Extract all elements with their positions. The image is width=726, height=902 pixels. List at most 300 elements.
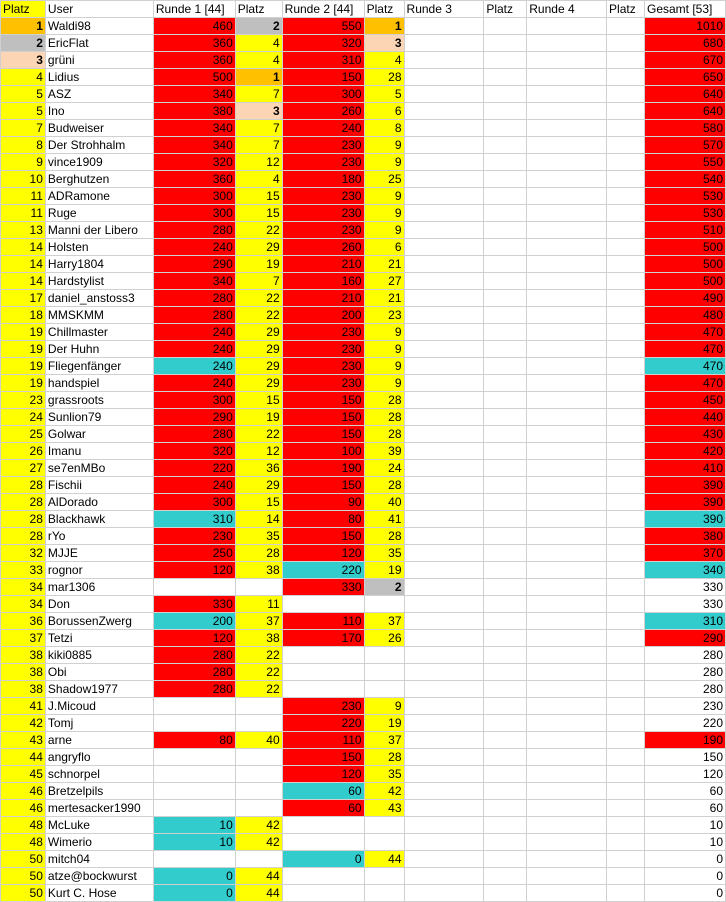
user-cell[interactable]: grassroots xyxy=(45,392,153,409)
round3-rank-cell[interactable] xyxy=(484,749,527,766)
round1-points-cell[interactable]: 280 xyxy=(153,664,235,681)
round2-points-cell[interactable]: 240 xyxy=(282,120,364,137)
round1-points-cell[interactable] xyxy=(153,579,235,596)
round1-rank-cell[interactable]: 4 xyxy=(235,171,282,188)
round2-points-cell[interactable]: 320 xyxy=(282,35,364,52)
header-round1[interactable]: Runde 1 [44] xyxy=(153,1,235,18)
round1-points-cell[interactable]: 240 xyxy=(153,375,235,392)
round2-rank-cell[interactable]: 37 xyxy=(364,732,404,749)
round4-rank-cell[interactable] xyxy=(607,698,645,715)
round2-rank-cell[interactable]: 9 xyxy=(364,188,404,205)
round2-rank-cell[interactable]: 21 xyxy=(364,290,404,307)
total-points-cell[interactable]: 390 xyxy=(645,494,726,511)
round2-points-cell[interactable]: 150 xyxy=(282,749,364,766)
round2-points-cell[interactable]: 110 xyxy=(282,613,364,630)
user-cell[interactable]: BorussenZwerg xyxy=(45,613,153,630)
total-points-cell[interactable]: 410 xyxy=(645,460,726,477)
round4-points-cell[interactable] xyxy=(527,545,607,562)
round3-rank-cell[interactable] xyxy=(484,800,527,817)
round2-points-cell[interactable]: 170 xyxy=(282,630,364,647)
round1-points-cell[interactable]: 0 xyxy=(153,885,235,902)
total-points-cell[interactable]: 500 xyxy=(645,273,726,290)
round2-points-cell[interactable] xyxy=(282,664,364,681)
round2-rank-cell[interactable] xyxy=(364,664,404,681)
round2-rank-cell[interactable]: 44 xyxy=(364,851,404,868)
round4-points-cell[interactable] xyxy=(527,409,607,426)
round2-rank-cell[interactable]: 6 xyxy=(364,239,404,256)
round2-points-cell[interactable]: 150 xyxy=(282,69,364,86)
round3-rank-cell[interactable] xyxy=(484,307,527,324)
round3-points-cell[interactable] xyxy=(404,511,484,528)
round2-rank-cell[interactable] xyxy=(364,834,404,851)
round4-points-cell[interactable] xyxy=(527,732,607,749)
round2-points-cell[interactable]: 230 xyxy=(282,137,364,154)
round1-points-cell[interactable]: 230 xyxy=(153,528,235,545)
round2-rank-cell[interactable]: 28 xyxy=(364,409,404,426)
round3-points-cell[interactable] xyxy=(404,596,484,613)
total-points-cell[interactable]: 60 xyxy=(645,800,726,817)
round4-rank-cell[interactable] xyxy=(607,562,645,579)
round1-points-cell[interactable]: 80 xyxy=(153,732,235,749)
round4-rank-cell[interactable] xyxy=(607,18,645,35)
round3-rank-cell[interactable] xyxy=(484,562,527,579)
round3-rank-cell[interactable] xyxy=(484,511,527,528)
round2-points-cell[interactable]: 150 xyxy=(282,477,364,494)
round4-points-cell[interactable] xyxy=(527,86,607,103)
round4-rank-cell[interactable] xyxy=(607,103,645,120)
user-cell[interactable]: mitch04 xyxy=(45,851,153,868)
round1-rank-cell[interactable]: 22 xyxy=(235,307,282,324)
round2-points-cell[interactable]: 200 xyxy=(282,307,364,324)
rank-cell[interactable]: 25 xyxy=(1,426,46,443)
round3-rank-cell[interactable] xyxy=(484,783,527,800)
round4-points-cell[interactable] xyxy=(527,630,607,647)
user-cell[interactable]: Bretzelpils xyxy=(45,783,153,800)
round1-rank-cell[interactable]: 15 xyxy=(235,494,282,511)
round2-rank-cell[interactable]: 21 xyxy=(364,256,404,273)
round4-rank-cell[interactable] xyxy=(607,324,645,341)
round4-points-cell[interactable] xyxy=(527,273,607,290)
round1-rank-cell[interactable]: 38 xyxy=(235,630,282,647)
round4-points-cell[interactable] xyxy=(527,715,607,732)
round4-rank-cell[interactable] xyxy=(607,834,645,851)
round4-points-cell[interactable] xyxy=(527,834,607,851)
round4-points-cell[interactable] xyxy=(527,562,607,579)
round3-points-cell[interactable] xyxy=(404,885,484,902)
rank-cell[interactable]: 27 xyxy=(1,460,46,477)
round3-points-cell[interactable] xyxy=(404,494,484,511)
user-cell[interactable]: Ino xyxy=(45,103,153,120)
round3-points-cell[interactable] xyxy=(404,579,484,596)
round3-rank-cell[interactable] xyxy=(484,885,527,902)
round2-points-cell[interactable]: 150 xyxy=(282,528,364,545)
round2-points-cell[interactable] xyxy=(282,868,364,885)
rank-cell[interactable]: 42 xyxy=(1,715,46,732)
round3-points-cell[interactable] xyxy=(404,205,484,222)
round2-points-cell[interactable] xyxy=(282,817,364,834)
round2-rank-cell[interactable]: 9 xyxy=(364,324,404,341)
header-round2-rank[interactable]: Platz xyxy=(364,1,404,18)
round4-rank-cell[interactable] xyxy=(607,766,645,783)
round3-rank-cell[interactable] xyxy=(484,137,527,154)
round3-rank-cell[interactable] xyxy=(484,188,527,205)
round1-points-cell[interactable]: 280 xyxy=(153,647,235,664)
round1-rank-cell[interactable]: 22 xyxy=(235,681,282,698)
round3-points-cell[interactable] xyxy=(404,868,484,885)
total-points-cell[interactable]: 640 xyxy=(645,86,726,103)
header-round4-rank[interactable]: Platz xyxy=(607,1,645,18)
round2-points-cell[interactable]: 0 xyxy=(282,851,364,868)
total-points-cell[interactable]: 470 xyxy=(645,358,726,375)
round1-points-cell[interactable]: 300 xyxy=(153,188,235,205)
round3-points-cell[interactable] xyxy=(404,817,484,834)
round2-points-cell[interactable]: 100 xyxy=(282,443,364,460)
round2-rank-cell[interactable]: 28 xyxy=(364,426,404,443)
rank-cell[interactable]: 34 xyxy=(1,596,46,613)
round2-points-cell[interactable]: 300 xyxy=(282,86,364,103)
round3-rank-cell[interactable] xyxy=(484,154,527,171)
round2-points-cell[interactable]: 60 xyxy=(282,783,364,800)
user-cell[interactable]: Manni der Libero xyxy=(45,222,153,239)
round4-points-cell[interactable] xyxy=(527,392,607,409)
round4-points-cell[interactable] xyxy=(527,664,607,681)
round4-rank-cell[interactable] xyxy=(607,477,645,494)
total-points-cell[interactable]: 550 xyxy=(645,154,726,171)
round1-rank-cell[interactable]: 19 xyxy=(235,409,282,426)
header-round3[interactable]: Runde 3 xyxy=(404,1,484,18)
round1-rank-cell[interactable]: 22 xyxy=(235,426,282,443)
round2-rank-cell[interactable] xyxy=(364,647,404,664)
total-points-cell[interactable]: 150 xyxy=(645,749,726,766)
round2-points-cell[interactable]: 150 xyxy=(282,409,364,426)
total-points-cell[interactable]: 500 xyxy=(645,256,726,273)
round1-rank-cell[interactable]: 7 xyxy=(235,120,282,137)
rank-cell[interactable]: 8 xyxy=(1,137,46,154)
round2-points-cell[interactable]: 120 xyxy=(282,766,364,783)
round2-rank-cell[interactable]: 28 xyxy=(364,749,404,766)
round3-rank-cell[interactable] xyxy=(484,732,527,749)
round4-rank-cell[interactable] xyxy=(607,69,645,86)
total-points-cell[interactable]: 220 xyxy=(645,715,726,732)
round3-rank-cell[interactable] xyxy=(484,851,527,868)
total-points-cell[interactable]: 380 xyxy=(645,528,726,545)
user-cell[interactable]: Holsten xyxy=(45,239,153,256)
round2-rank-cell[interactable]: 9 xyxy=(364,154,404,171)
round2-points-cell[interactable]: 210 xyxy=(282,256,364,273)
round3-rank-cell[interactable] xyxy=(484,290,527,307)
round1-points-cell[interactable]: 500 xyxy=(153,69,235,86)
round4-rank-cell[interactable] xyxy=(607,647,645,664)
round3-points-cell[interactable] xyxy=(404,783,484,800)
round1-rank-cell[interactable]: 22 xyxy=(235,647,282,664)
total-points-cell[interactable]: 680 xyxy=(645,35,726,52)
round2-rank-cell[interactable]: 19 xyxy=(364,562,404,579)
rank-cell[interactable]: 19 xyxy=(1,358,46,375)
round1-points-cell[interactable]: 290 xyxy=(153,256,235,273)
user-cell[interactable]: Der Strohhalm xyxy=(45,137,153,154)
round1-points-cell[interactable]: 340 xyxy=(153,273,235,290)
rank-cell[interactable]: 28 xyxy=(1,477,46,494)
round4-rank-cell[interactable] xyxy=(607,307,645,324)
total-points-cell[interactable]: 650 xyxy=(645,69,726,86)
user-cell[interactable]: MMSKMM xyxy=(45,307,153,324)
round2-points-cell[interactable]: 230 xyxy=(282,205,364,222)
round2-rank-cell[interactable]: 27 xyxy=(364,273,404,290)
round2-points-cell[interactable]: 230 xyxy=(282,154,364,171)
round2-points-cell[interactable]: 160 xyxy=(282,273,364,290)
round3-points-cell[interactable] xyxy=(404,341,484,358)
round2-points-cell[interactable]: 190 xyxy=(282,460,364,477)
round2-points-cell[interactable] xyxy=(282,647,364,664)
round1-points-cell[interactable]: 280 xyxy=(153,290,235,307)
round2-rank-cell[interactable]: 39 xyxy=(364,443,404,460)
user-cell[interactable]: Wimerio xyxy=(45,834,153,851)
rank-cell[interactable]: 11 xyxy=(1,205,46,222)
rank-cell[interactable]: 9 xyxy=(1,154,46,171)
user-cell[interactable]: Budweiser xyxy=(45,120,153,137)
round4-rank-cell[interactable] xyxy=(607,613,645,630)
round3-points-cell[interactable] xyxy=(404,52,484,69)
round1-points-cell[interactable]: 460 xyxy=(153,18,235,35)
round4-rank-cell[interactable] xyxy=(607,868,645,885)
round3-rank-cell[interactable] xyxy=(484,681,527,698)
round2-points-cell[interactable] xyxy=(282,834,364,851)
round4-points-cell[interactable] xyxy=(527,239,607,256)
round1-points-cell[interactable] xyxy=(153,851,235,868)
round1-points-cell[interactable] xyxy=(153,698,235,715)
round1-rank-cell[interactable]: 29 xyxy=(235,239,282,256)
user-cell[interactable]: J.Micoud xyxy=(45,698,153,715)
user-cell[interactable]: mertesacker1990 xyxy=(45,800,153,817)
round2-rank-cell[interactable]: 28 xyxy=(364,528,404,545)
round2-rank-cell[interactable] xyxy=(364,681,404,698)
round1-rank-cell[interactable]: 44 xyxy=(235,868,282,885)
user-cell[interactable]: Waldi98 xyxy=(45,18,153,35)
round1-points-cell[interactable]: 300 xyxy=(153,494,235,511)
round1-rank-cell[interactable]: 38 xyxy=(235,562,282,579)
round3-points-cell[interactable] xyxy=(404,664,484,681)
total-points-cell[interactable]: 330 xyxy=(645,579,726,596)
round3-rank-cell[interactable] xyxy=(484,494,527,511)
round1-points-cell[interactable] xyxy=(153,715,235,732)
round4-rank-cell[interactable] xyxy=(607,341,645,358)
round4-rank-cell[interactable] xyxy=(607,494,645,511)
round2-rank-cell[interactable]: 6 xyxy=(364,103,404,120)
round2-points-cell[interactable]: 230 xyxy=(282,324,364,341)
round4-rank-cell[interactable] xyxy=(607,52,645,69)
round1-rank-cell[interactable]: 19 xyxy=(235,256,282,273)
round3-points-cell[interactable] xyxy=(404,426,484,443)
round3-points-cell[interactable] xyxy=(404,834,484,851)
rank-cell[interactable]: 18 xyxy=(1,307,46,324)
total-points-cell[interactable]: 480 xyxy=(645,307,726,324)
total-points-cell[interactable]: 310 xyxy=(645,613,726,630)
round1-rank-cell[interactable]: 29 xyxy=(235,324,282,341)
round1-rank-cell[interactable]: 14 xyxy=(235,511,282,528)
total-points-cell[interactable]: 500 xyxy=(645,239,726,256)
total-points-cell[interactable]: 1010 xyxy=(645,18,726,35)
round2-points-cell[interactable]: 180 xyxy=(282,171,364,188)
round2-points-cell[interactable]: 80 xyxy=(282,511,364,528)
user-cell[interactable]: MJJE xyxy=(45,545,153,562)
user-cell[interactable]: arne xyxy=(45,732,153,749)
round2-rank-cell[interactable]: 8 xyxy=(364,120,404,137)
round3-rank-cell[interactable] xyxy=(484,239,527,256)
round3-points-cell[interactable] xyxy=(404,477,484,494)
round4-rank-cell[interactable] xyxy=(607,800,645,817)
rank-cell[interactable]: 17 xyxy=(1,290,46,307)
round3-points-cell[interactable] xyxy=(404,307,484,324)
round2-rank-cell[interactable]: 42 xyxy=(364,783,404,800)
round4-rank-cell[interactable] xyxy=(607,409,645,426)
user-cell[interactable]: Sunlion79 xyxy=(45,409,153,426)
round4-points-cell[interactable] xyxy=(527,256,607,273)
total-points-cell[interactable]: 420 xyxy=(645,443,726,460)
round4-rank-cell[interactable] xyxy=(607,290,645,307)
round2-points-cell[interactable]: 210 xyxy=(282,290,364,307)
round4-rank-cell[interactable] xyxy=(607,86,645,103)
round1-rank-cell[interactable]: 7 xyxy=(235,86,282,103)
round3-points-cell[interactable] xyxy=(404,273,484,290)
round1-points-cell[interactable]: 360 xyxy=(153,35,235,52)
round3-rank-cell[interactable] xyxy=(484,341,527,358)
round4-points-cell[interactable] xyxy=(527,341,607,358)
user-cell[interactable]: Der Huhn xyxy=(45,341,153,358)
total-points-cell[interactable]: 390 xyxy=(645,477,726,494)
round2-rank-cell[interactable] xyxy=(364,885,404,902)
round4-rank-cell[interactable] xyxy=(607,630,645,647)
user-cell[interactable]: Golwar xyxy=(45,426,153,443)
rank-cell[interactable]: 37 xyxy=(1,630,46,647)
round3-points-cell[interactable] xyxy=(404,86,484,103)
round3-rank-cell[interactable] xyxy=(484,630,527,647)
rank-cell[interactable]: 1 xyxy=(1,18,46,35)
round4-rank-cell[interactable] xyxy=(607,596,645,613)
round4-points-cell[interactable] xyxy=(527,222,607,239)
round3-points-cell[interactable] xyxy=(404,324,484,341)
user-cell[interactable]: Fliegenfänger xyxy=(45,358,153,375)
round4-rank-cell[interactable] xyxy=(607,171,645,188)
round3-points-cell[interactable] xyxy=(404,851,484,868)
round4-rank-cell[interactable] xyxy=(607,851,645,868)
round3-points-cell[interactable] xyxy=(404,154,484,171)
round3-rank-cell[interactable] xyxy=(484,324,527,341)
total-points-cell[interactable]: 530 xyxy=(645,205,726,222)
round4-points-cell[interactable] xyxy=(527,307,607,324)
user-cell[interactable]: Tetzi xyxy=(45,630,153,647)
round4-points-cell[interactable] xyxy=(527,766,607,783)
round4-rank-cell[interactable] xyxy=(607,137,645,154)
rank-cell[interactable]: 50 xyxy=(1,851,46,868)
round4-rank-cell[interactable] xyxy=(607,358,645,375)
rank-cell[interactable]: 7 xyxy=(1,120,46,137)
user-cell[interactable]: mar1306 xyxy=(45,579,153,596)
round3-rank-cell[interactable] xyxy=(484,528,527,545)
round3-rank-cell[interactable] xyxy=(484,120,527,137)
rank-cell[interactable]: 13 xyxy=(1,222,46,239)
round1-rank-cell[interactable]: 15 xyxy=(235,205,282,222)
round2-rank-cell[interactable]: 9 xyxy=(364,341,404,358)
round2-rank-cell[interactable]: 28 xyxy=(364,392,404,409)
round2-points-cell[interactable]: 150 xyxy=(282,426,364,443)
rank-cell[interactable]: 10 xyxy=(1,171,46,188)
round3-rank-cell[interactable] xyxy=(484,715,527,732)
total-points-cell[interactable]: 370 xyxy=(645,545,726,562)
round3-points-cell[interactable] xyxy=(404,562,484,579)
rank-cell[interactable]: 28 xyxy=(1,528,46,545)
rank-cell[interactable]: 24 xyxy=(1,409,46,426)
round3-points-cell[interactable] xyxy=(404,188,484,205)
round4-points-cell[interactable] xyxy=(527,290,607,307)
round1-points-cell[interactable]: 330 xyxy=(153,596,235,613)
round2-points-cell[interactable] xyxy=(282,885,364,902)
round3-points-cell[interactable] xyxy=(404,460,484,477)
round3-points-cell[interactable] xyxy=(404,239,484,256)
round1-points-cell[interactable]: 280 xyxy=(153,222,235,239)
round1-rank-cell[interactable]: 11 xyxy=(235,596,282,613)
round1-rank-cell[interactable]: 12 xyxy=(235,154,282,171)
round3-rank-cell[interactable] xyxy=(484,664,527,681)
round1-rank-cell[interactable] xyxy=(235,800,282,817)
total-points-cell[interactable]: 0 xyxy=(645,868,726,885)
round2-rank-cell[interactable]: 28 xyxy=(364,477,404,494)
round3-rank-cell[interactable] xyxy=(484,817,527,834)
rank-cell[interactable]: 28 xyxy=(1,494,46,511)
round3-points-cell[interactable] xyxy=(404,290,484,307)
round4-rank-cell[interactable] xyxy=(607,256,645,273)
total-points-cell[interactable]: 230 xyxy=(645,698,726,715)
round4-rank-cell[interactable] xyxy=(607,188,645,205)
round1-points-cell[interactable]: 200 xyxy=(153,613,235,630)
round4-points-cell[interactable] xyxy=(527,647,607,664)
rank-cell[interactable]: 14 xyxy=(1,256,46,273)
round4-points-cell[interactable] xyxy=(527,783,607,800)
round4-points-cell[interactable] xyxy=(527,528,607,545)
rank-cell[interactable]: 23 xyxy=(1,392,46,409)
round3-rank-cell[interactable] xyxy=(484,579,527,596)
round2-rank-cell[interactable]: 35 xyxy=(364,766,404,783)
round4-rank-cell[interactable] xyxy=(607,715,645,732)
round1-rank-cell[interactable]: 40 xyxy=(235,732,282,749)
round2-rank-cell[interactable] xyxy=(364,596,404,613)
round1-points-cell[interactable] xyxy=(153,800,235,817)
round1-rank-cell[interactable]: 29 xyxy=(235,341,282,358)
round3-points-cell[interactable] xyxy=(404,766,484,783)
total-points-cell[interactable]: 0 xyxy=(645,851,726,868)
round1-rank-cell[interactable]: 44 xyxy=(235,885,282,902)
user-cell[interactable]: Fischii xyxy=(45,477,153,494)
round4-rank-cell[interactable] xyxy=(607,885,645,902)
round3-points-cell[interactable] xyxy=(404,681,484,698)
round2-points-cell[interactable]: 260 xyxy=(282,239,364,256)
round2-rank-cell[interactable]: 4 xyxy=(364,52,404,69)
total-points-cell[interactable]: 330 xyxy=(645,596,726,613)
round3-rank-cell[interactable] xyxy=(484,222,527,239)
round4-points-cell[interactable] xyxy=(527,69,607,86)
round4-points-cell[interactable] xyxy=(527,885,607,902)
round4-points-cell[interactable] xyxy=(527,171,607,188)
user-cell[interactable]: Imanu xyxy=(45,443,153,460)
round1-rank-cell[interactable]: 4 xyxy=(235,52,282,69)
rank-cell[interactable]: 38 xyxy=(1,647,46,664)
round4-points-cell[interactable] xyxy=(527,426,607,443)
round1-rank-cell[interactable] xyxy=(235,698,282,715)
round4-rank-cell[interactable] xyxy=(607,426,645,443)
round3-points-cell[interactable] xyxy=(404,256,484,273)
round4-rank-cell[interactable] xyxy=(607,375,645,392)
round4-points-cell[interactable] xyxy=(527,477,607,494)
round3-rank-cell[interactable] xyxy=(484,426,527,443)
